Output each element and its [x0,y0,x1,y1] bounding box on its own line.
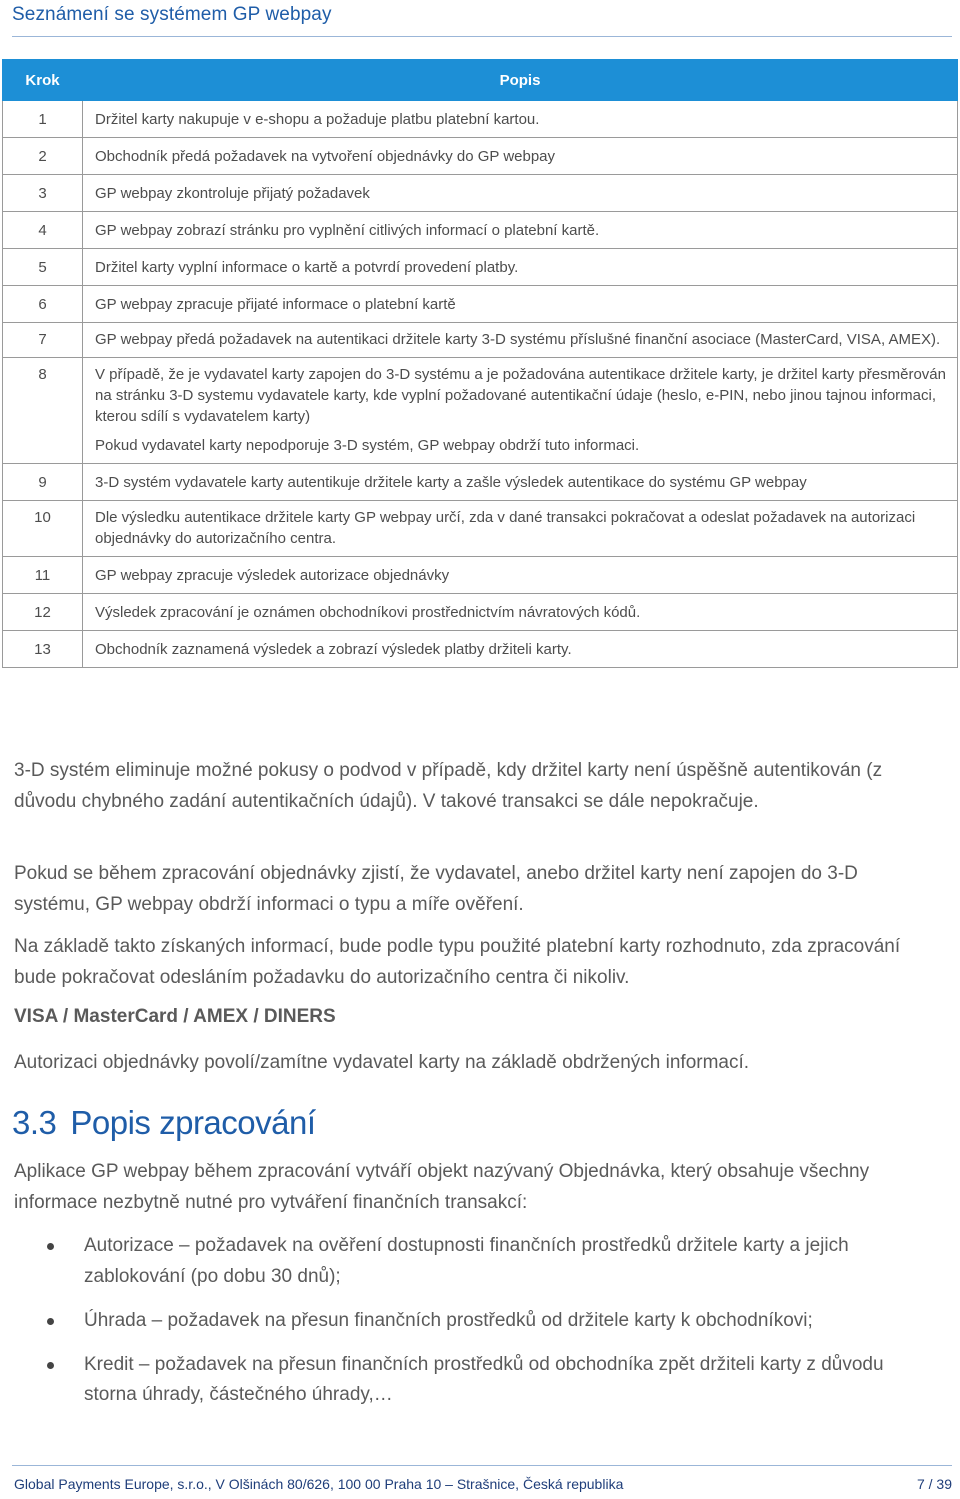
list-item-text: Úhrada – požadavek na přesun finančních prostředků od držitele karty k obchodníkovi; [84,1309,813,1331]
step-description-cell [83,286,958,323]
step-number: 1 [38,111,47,128]
table-row [3,557,958,594]
table-row [3,594,958,631]
table-row [3,464,958,501]
step-number-cell [3,557,83,594]
steps-table [2,59,958,668]
footer-address: Global Payments Europe, s.r.o., V Olšinách 80/626, 100 00 Praha 10 – Strašnice, Česká republika [14,1476,624,1492]
step-number-cell [3,594,83,631]
list-item [40,1306,940,1337]
step-number: 9 [38,474,47,491]
paragraph-card-type-decision: Na základě takto získaných informací, bude podle typu použité platební karty rozhodnuto, zda zpracování bude pokračovat odesláním požadavku do autorizačního centra či nikoliv. [14,936,901,988]
step-description: GP webpay zpracuje přijaté informace o platební kartě [95,296,456,313]
step-number: 13 [34,641,51,658]
step-description-cell [83,358,958,464]
step-description-cell [83,464,958,501]
table-row [3,631,958,668]
step-number-cell [3,212,83,249]
paragraph-3d-fraud: 3-D systém eliminuje možné pokusy o podvod v případě, kdy držitel karty není úspěšně autentikován (z důvodu chybného zadání autentikačních údajů). V takové transakci se dále nepokračuje. [14,760,883,812]
footer-divider [12,1465,952,1466]
table-row [3,323,958,358]
step-number-cell [3,175,83,212]
section-title: Popis zpracování [70,1104,316,1141]
step-description: GP webpay zkontroluje přijatý požadavek [95,185,370,202]
list-item [40,1350,940,1411]
step-description-note: Pokud vydavatel karty nepodporuje 3-D systém, GP webpay obdrží tuto informaci. [95,437,640,454]
table-header-row [3,60,958,101]
step-description: GP webpay zobrazí stránku pro vyplnění citlivých informací o platební kartě. [95,222,600,239]
list-item [40,1231,940,1292]
step-number: 2 [38,148,47,165]
step-number: 10 [34,509,51,526]
step-description: Dle výsledku autentikace držitele karty GP webpay určí, zda v dané transakci pokračovat a odeslat požadavek na autorizaci objednávky do autorizačního centra. [95,509,916,547]
step-description-cell [83,138,958,175]
step-number-cell [3,501,83,557]
list-item-text: Autorizace – požadavek na ověření dostupnosti finančních prostředků držitele karty a jejich zablokování (po dobu 30 dnů); [84,1235,849,1287]
step-number-cell [3,249,83,286]
paragraph-issuer-check: Pokud se během zpracování objednávky zjistí, že vydavatel, anebo držitel karty není zapojen do 3-D systému, GP webpay obdrží informaci o typu a míře ověření. [14,863,858,915]
step-number: 4 [38,222,47,239]
header-divider [12,36,952,37]
step-number-cell [3,464,83,501]
step-description-cell [83,631,958,668]
column-header-description: Popis [83,60,958,101]
step-number-cell [3,286,83,323]
step-number: 8 [38,366,47,383]
step-description-cell [83,501,958,557]
step-description: GP webpay zpracuje výsledek autorizace objednávky [95,567,450,584]
step-description-cell [83,594,958,631]
step-number: 11 [34,567,51,584]
step-description-cell [83,101,958,138]
step-description: GP webpay předá požadavek na autentikaci držitele karty 3-D systému příslušné finanční asociace (MasterCard, VISA, AMEX). [95,331,941,348]
card-brands-subheading: VISA / MasterCard / AMEX / DINERS [14,1006,336,1027]
table-row [3,501,958,557]
step-description-cell [83,323,958,358]
step-number: 7 [38,331,47,348]
step-description: Držitel karty nakupuje v e-shopu a požaduje platbu platební kartou. [95,111,540,128]
table-row [3,358,958,464]
section-intro-paragraph: Aplikace GP webpay během zpracování vytváří objekt nazývaný Objednávka, který obsahuje všechny informace nezbytně nutné pro vytváření finančních transakcí: [14,1161,870,1213]
step-description: Obchodník zaznamená výsledek a zobrazí výsledek platby držiteli karty. [95,641,572,658]
paragraph-authorization: Autorizaci objednávky povolí/zamítne vydavatel karty na základě obdržených informací. [14,1052,750,1073]
bullet-icon [47,1362,54,1369]
list-item-text: Kredit – požadavek na přesun finančních prostředků od obchodníka zpět držiteli karty z důvodu storna úhrady, částečného úhrady,… [84,1353,884,1405]
step-description: Držitel karty vyplní informace o kartě a potvrdí provedení platby. [95,259,519,276]
table-row [3,175,958,212]
step-number-cell [3,631,83,668]
step-description-cell [83,249,958,286]
step-description: Obchodník předá požadavek na vytvoření objednávky do GP webpay [95,148,556,165]
step-number: 6 [38,296,47,313]
step-description-cell [83,175,958,212]
step-number: 12 [34,604,51,621]
bullet-icon [47,1243,54,1250]
table-row [3,249,958,286]
step-number: 5 [38,259,47,276]
step-number-cell [3,101,83,138]
section-number: 3.3 [12,1104,57,1141]
step-number-cell [3,358,83,464]
step-description-cell [83,212,958,249]
step-number-cell [3,323,83,358]
step-description: Výsledek zpracování je oznámen obchodníkovi prostřednictvím návratových kódů. [95,604,641,621]
steps-table-body [3,101,958,668]
step-description: 3-D systém vydavatele karty autentikuje držitele karty a zašle výsledek autentikace do systému GP webpay [95,474,807,491]
table-row [3,101,958,138]
bullet-icon [47,1318,54,1325]
step-number-cell [3,138,83,175]
document-header-title: Seznámení se systémem GP webpay [12,4,332,25]
transaction-types-list [40,1231,940,1424]
step-number: 3 [38,185,47,202]
column-header-step: Krok [3,60,83,101]
step-description: V případě, že je vydavatel karty zapojen do 3-D systému a je požadována autentikace držitele karty, je držitel karty přesměrován na stránku 3-D systemu vydavatele karty, kde vyplní požadované autentikační údaje (heslo, e-PIN, nebo jinou tajnou informaci, kterou sdílí s vydavatelem karty) [95,366,946,425]
section-heading [12,1104,316,1142]
table-row [3,286,958,323]
table-row [3,138,958,175]
page-number: 7 / 39 [916,1476,952,1492]
step-description-cell [83,557,958,594]
table-row [3,212,958,249]
